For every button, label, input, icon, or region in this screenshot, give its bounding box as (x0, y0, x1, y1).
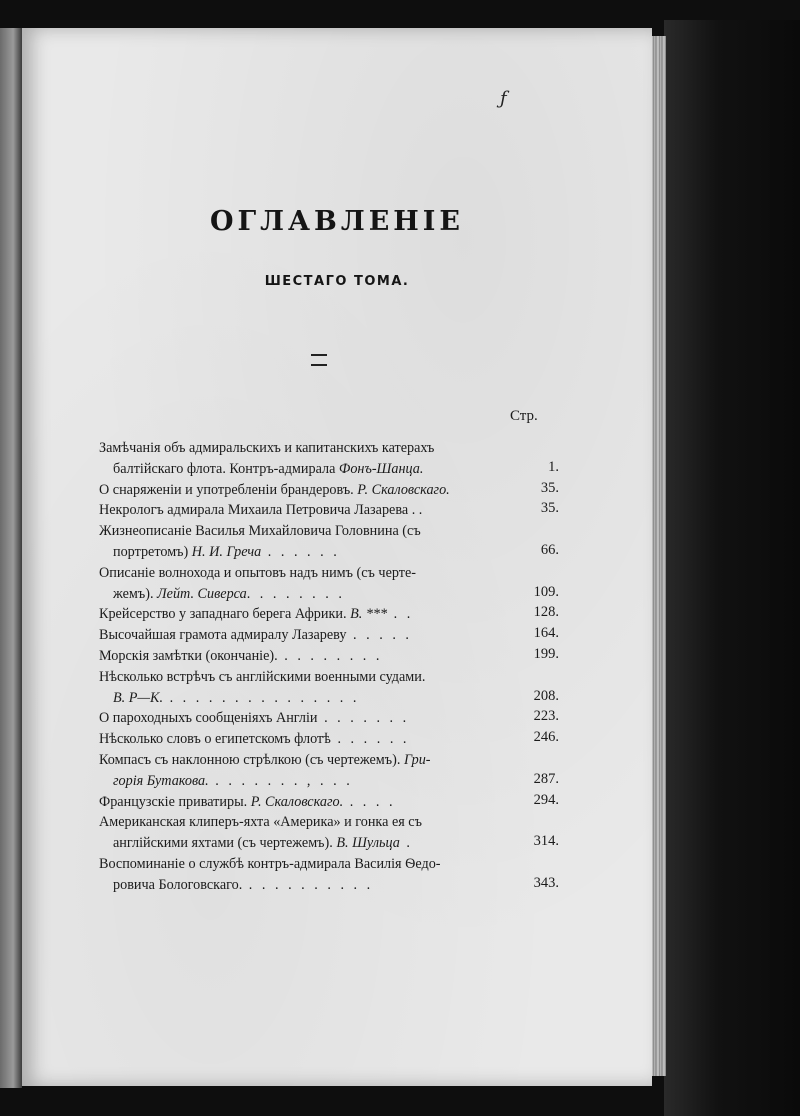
toc-page-number: 109. (533, 583, 559, 600)
toc-entry (99, 480, 559, 501)
page-title: ОГЛАВЛЕНIЕ (209, 206, 465, 237)
toc-entry-text: Замѣчанія объ адмиральскихъ и капитанскихъ катерахъ (99, 440, 435, 456)
toc-entry-line (99, 792, 511, 813)
toc-entry-line (99, 438, 511, 459)
toc-entry-line (99, 667, 511, 688)
toc-leader-dots: . . (387, 606, 414, 623)
toc-page-number: 314. (533, 833, 559, 850)
toc-entry-text: Воспоминаніе о службѣ контръ-адмирала Василія Ѳедо- (99, 855, 441, 872)
toc-page-number: 223. (533, 708, 559, 725)
toc-entry (99, 812, 559, 854)
toc-leader-dots: . . . . . . (261, 543, 340, 560)
toc-entry-author: Фонъ-Шанца. (338, 460, 424, 477)
toc-entry-text: балтійскаго флота. Контръ-адмирала (113, 460, 339, 477)
toc-entry (99, 500, 559, 521)
margin-mark: ƒ (500, 88, 507, 109)
book-page (22, 28, 652, 1086)
toc-entry-text: О пароходныхъ сообщеніяхъ Англіи (99, 710, 318, 727)
toc-entry-line (99, 750, 511, 771)
toc-entry-text: Описаніе волнохода и опытовъ надъ нимъ (съ черте- (99, 564, 416, 581)
toc-leader-dots: . . . . . . . , . . . (208, 772, 353, 789)
toc-entry-text: Американская клиперъ-яхта «Америка» и гонка ея съ (99, 814, 422, 831)
toc-entry-text: Жизнеописаніе Василья Михайловича Головнина (съ (99, 523, 421, 540)
previous-page-edge (0, 28, 22, 1088)
scan-background (664, 20, 800, 1116)
toc-leader-dots: . . . . (343, 793, 396, 810)
toc-entry (99, 646, 559, 667)
toc-page-number: 35. (540, 500, 559, 517)
toc-page-number: 164. (533, 625, 559, 642)
toc-entry (99, 625, 559, 646)
toc-entry-author: Гри- (403, 751, 431, 768)
toc-page-number: 199. (533, 645, 559, 662)
toc-page-number: 35. (540, 479, 559, 496)
toc-entry-line (99, 480, 511, 501)
toc-leader-dots: . . . . . . . (317, 710, 410, 727)
toc-entry-text: Высочайшая грамота адмиралу Лазареву (99, 627, 347, 644)
toc-entry-line (99, 729, 511, 750)
toc-entry (99, 604, 559, 625)
toc-entry-text: Крейсерство у западнаго берега Африки. (99, 606, 351, 623)
toc-entry-text: Компасъ съ наклонною стрѣлкою (съ чертежемъ). (99, 751, 404, 768)
toc-entry-line (99, 563, 511, 584)
toc-entry-text: Морскія замѣтки (окончаніе). (99, 647, 278, 664)
toc-page-number: 287. (533, 770, 559, 787)
toc-leader-dots: . . . . . . . . (277, 647, 383, 664)
toc-entry-line (99, 625, 511, 646)
page-column-label: Стр. (510, 408, 538, 424)
toc-leader-dots: . (399, 835, 413, 852)
toc-entry (99, 792, 559, 813)
toc-entry-author: горія Бутакова. (113, 772, 209, 789)
toc-entry-line (99, 833, 511, 854)
toc-leader-dots: . . . . . . (330, 731, 410, 748)
toc-entry (99, 667, 559, 709)
toc-entry-author: Р. Скаловскаго. (357, 481, 450, 498)
toc-entry (99, 708, 559, 729)
toc-entry-line (99, 854, 511, 875)
toc-entry-author: Н. И. Греча (191, 543, 262, 560)
toc-entry-line (99, 646, 511, 667)
toc-entry-text: Французскіе приватиры. (99, 793, 251, 810)
toc-entry-line (99, 500, 511, 521)
toc-entry-line (99, 708, 511, 729)
double-rule-divider (311, 354, 327, 366)
toc-entry (99, 521, 559, 563)
toc-entry-text: ровича Бологовскаго. (113, 876, 243, 893)
toc-entry-line (99, 542, 511, 563)
toc-entry-author: Лейт. Сиверса (157, 585, 247, 602)
toc-page-number: 66. (540, 541, 559, 558)
toc-entry-line (99, 584, 511, 605)
page-subtitle: ШЕСТАГО ТОМА. (264, 274, 410, 289)
toc-page-number: 343. (533, 874, 559, 891)
toc-page-number: 128. (533, 604, 559, 621)
toc-entry-line (99, 771, 511, 792)
toc-entry-text: Нѣсколько встрѣчъ съ англійскими военными судами. (99, 668, 426, 685)
toc-entry (99, 750, 559, 792)
toc-page-number: 294. (533, 791, 559, 808)
toc-entry-line (99, 521, 511, 542)
toc-entry-text: англійскими яхтами (съ чертежемъ). (113, 835, 337, 852)
toc-entry-text: жемъ). (113, 585, 158, 602)
toc-entry-line (99, 604, 511, 625)
table-of-contents (99, 438, 559, 896)
toc-leader-dots: . . . . . . . . . . (242, 876, 374, 893)
toc-entry-line (99, 688, 511, 709)
toc-entry (99, 563, 559, 605)
toc-entry-author: В. Шульца (336, 835, 400, 852)
toc-leader-dots: . . . . . . . . (246, 585, 345, 602)
toc-entry-author: В. *** (350, 606, 388, 623)
toc-entry-text: портретомъ) (113, 543, 192, 560)
toc-entry (99, 438, 559, 480)
toc-page-number: 208. (533, 687, 559, 704)
toc-entry-text: Некрологъ адмирала Михаила Петровича Лазарева . . (99, 502, 423, 519)
toc-entry-line (99, 459, 511, 480)
toc-leader-dots: . . . . . (346, 627, 412, 644)
toc-entry-author: Р. Скаловскаго. (250, 793, 344, 810)
toc-page-number: 246. (533, 729, 559, 746)
toc-entry-text: Нѣсколько словъ о египетскомъ флотѣ (99, 731, 331, 748)
toc-entry-line (99, 812, 511, 833)
toc-entry-author: В. Р—К. (113, 689, 164, 706)
toc-page-number: 1. (548, 458, 559, 475)
toc-entry-line (99, 875, 511, 896)
toc-entry-text: О снаряженіи и употребленіи брандеровъ. (99, 481, 358, 498)
toc-leader-dots: . . . . . . . . . . . . . . . (163, 689, 360, 706)
toc-entry (99, 729, 559, 750)
toc-entry (99, 854, 559, 896)
